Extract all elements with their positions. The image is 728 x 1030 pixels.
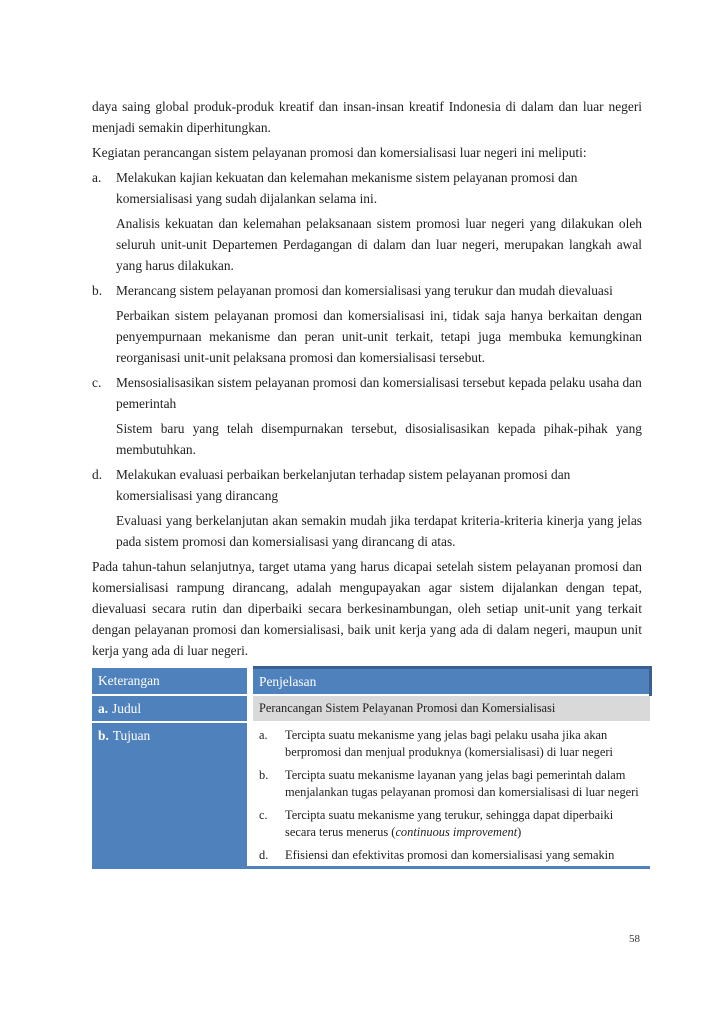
list-item-body: Perbaikan sistem pelayanan promosi dan komersialisasi ini, tidak saja hanya berkaitan dengan penyempurnaan mekanisme dan peran unit-unit terkait, tetapi juga membuka kemungkinan reorganisasi unit-unit pelaksana promosi dan komersialisasi tersebut.: [116, 308, 642, 365]
paragraph-intro: daya saing global produk-produk kreatif dan insan-insan kreatif Indonesia di dalam dan luar negeri menjadi semakin diperhitungkan.: [92, 99, 642, 135]
tujuan-text: Tercipta suatu mekanisme yang jelas bagi pelaku usaha jika akan berpromosi dan menjual produknya (komersialisasi) di luar negeri: [285, 728, 613, 759]
tujuan-text: Tercipta suatu mekanisme yang terukur, sehingga dapat diperbaiki secara terus menerus (: [285, 808, 614, 839]
list-item: [92, 372, 642, 460]
tujuan-list-item: [259, 807, 644, 841]
tujuan-list-item: [259, 847, 644, 864]
tujuan-text-italic: continuous improvement: [395, 825, 518, 839]
paragraph-target: Pada tahun-tahun selanjutnya, target utama yang harus dicapai setelah sistem pelayanan promosi dan komersialisasi rampung dirancang, adalah mengupayakan agar sistem dijalankan dengan tepat, dievaluasi secara rutin dan diperbaiki secara berkesinambungan, oleh setiap unit-unit yang terkait dengan pelayanan promosi dan komersialisasi, baik unit kerja yang ada di dalam negeri, maupun unit kerja yang ada di luar negeri.: [92, 559, 642, 658]
table-header-row: [92, 668, 650, 696]
list-item: [92, 464, 642, 552]
table-header-penjelasan: Penjelasan: [250, 668, 650, 696]
table-row: [92, 695, 650, 722]
row-value-tujuan: [250, 722, 650, 868]
tujuan-text: Efisiensi dan efektivitas promosi dan komersialisasi yang semakin: [285, 848, 615, 862]
list-item-heading: Melakukan kajian kekuatan dan kelemahan mekanisme sistem pelayanan promosi dan komersialisasi yang sudah dijalankan selama ini.: [116, 170, 578, 206]
list-marker: a.: [259, 728, 268, 742]
list-marker: a.: [92, 170, 102, 185]
tujuan-text: Tercipta suatu mekanisme layanan yang jelas bagi pemerintah dalam menjalankan tugas pelayanan promosi dan komersialisasi di luar negeri: [285, 768, 639, 799]
tujuan-text-end: ): [517, 825, 522, 839]
tujuan-list-item: [259, 727, 644, 761]
list-marker: b.: [259, 768, 269, 782]
list-item: [92, 167, 642, 276]
row-label-judul: [92, 695, 250, 722]
tujuan-list-item: [259, 767, 644, 801]
list-item: [92, 280, 642, 368]
row-value-judul: Perancangan Sistem Pelayanan Promosi dan Komersialisasi: [250, 695, 650, 722]
list-item-heading: Melakukan evaluasi perbaikan berkelanjutan terhadap sistem pelayanan promosi dan komersialisasi yang dirancang: [116, 467, 571, 503]
list-marker: d.: [92, 467, 103, 482]
paragraph-kegiatan: Kegiatan perancangan sistem pelayanan promosi dan komersialisasi luar negeri ini meliputi:: [92, 145, 587, 160]
table-header-keterangan: Keterangan: [92, 668, 250, 696]
list-item-body: Evaluasi yang berkelanjutan akan semakin mudah jika terdapat kriteria-kriteria kinerja yang jelas pada sistem promosi dan komersialisasi yang dirancang di atas.: [116, 513, 642, 549]
table-bottom-rule: [92, 866, 650, 869]
list-item-body: Sistem baru yang telah disempurnakan tersebut, disosialisasikan kepada pihak-pihak yang membutuhkan.: [116, 421, 642, 457]
row-label-tujuan: [92, 722, 250, 868]
tujuan-list: [259, 727, 644, 864]
list-marker: c.: [259, 808, 268, 822]
page-number: 58: [629, 933, 640, 945]
row-marker: b.: [98, 728, 109, 743]
list-marker: c.: [92, 375, 102, 390]
list-item-heading: Merancang sistem pelayanan promosi dan komersialisasi yang terukur dan mudah dievaluasi: [116, 283, 613, 298]
list-marker: d.: [259, 848, 269, 862]
row-label-text: Tujuan: [112, 728, 151, 743]
list-item-heading: Mensosialisasikan sistem pelayanan promosi dan komersialisasi tersebut kepada pelaku usaha dan pemerintah: [116, 375, 642, 411]
row-marker: a.: [98, 701, 109, 716]
list-item-body: Analisis kekuatan dan kelemahan pelaksanaan sistem promosi luar negeri yang dilakukan oleh seluruh unit-unit Departemen Perdagangan di dalam dan luar negeri, merupakan langkah awal yang harus dilakukan.: [116, 216, 642, 273]
list-marker: b.: [92, 283, 103, 298]
table-row: [92, 722, 650, 868]
row-label-text: Judul: [112, 701, 142, 716]
info-table: [92, 666, 652, 869]
page-content: [92, 96, 642, 869]
